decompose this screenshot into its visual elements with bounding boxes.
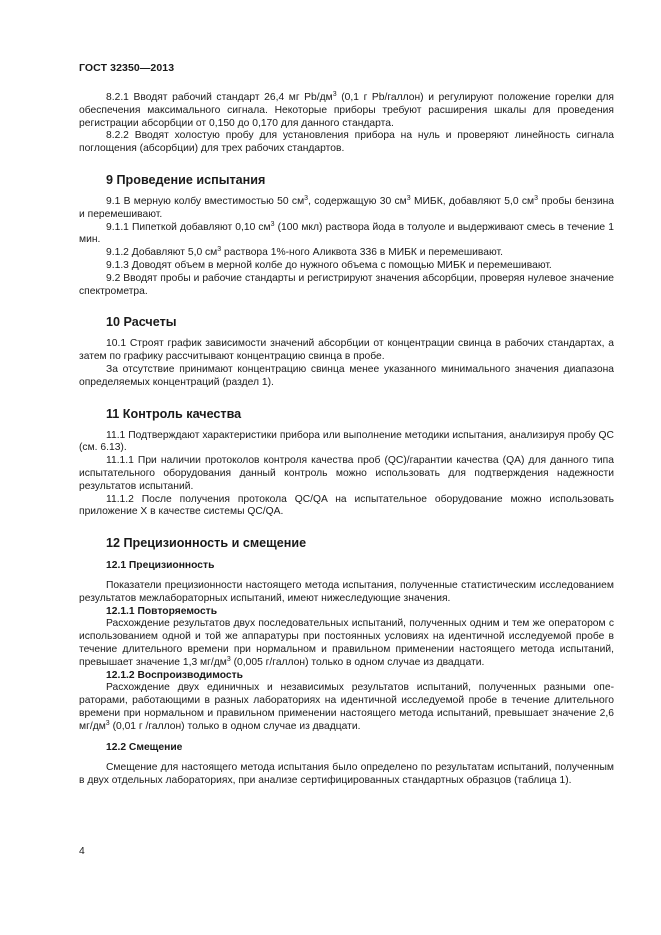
paragraph-12-2: Смещение для настоящего метода испытания было определено по результатам испытаний, полученным в двух отдельных лабораториях, при анализе сертифицированных стандартных образцов (таблица 1). <box>79 762 614 787</box>
subsection-12-1-1-title: 12.1.1 Повторяемость <box>106 605 218 617</box>
paragraph-11-1-2: 11.1.2 После получения протокола QC/QA на испытательное оборудование можно использовать приложение X в качестве системы QC/QA. <box>79 493 614 518</box>
paragraph-8-2-2: 8.2.2 Вводят холостую пробу для установления прибора на нуль и проверяют линейность сигнала поглощения (абсорбции) для трех рабочих стандартов. <box>79 130 614 155</box>
paragraph-8-2-1: 8.2.1 Вводят рабочий стандарт 26,4 мг $Pb/дм^3$ (0,1 г Pb/галлон) и регулируют положение горелки для обеспечения максимального сигнала. Некоторые приборы требуют расширения шкалы для проведения регистрации абсорбции от 0,150 до 0,170 для данного стандарта. <box>79 91 614 129</box>
section-9-title: 9 Проведение испытания <box>106 172 266 187</box>
document-body <box>79 92 614 788</box>
section-11-title: 11 Контроль качества <box>106 406 242 421</box>
subsection-12-1-title: 12.1 Прецизионность <box>106 560 215 572</box>
page-number: 4 <box>79 846 85 857</box>
paragraph-12-1: Показатели прецизионности настоящего метода испытания, полученные статистическим исследованием результатов межлабораторных испытаний, имеют нижеследующие значения. <box>79 579 614 604</box>
paragraph-11-1-1: 11.1.1 При наличии протоколов контроля качества проб (QC)/гарантии качества (QA) для данного типа испытательного оборудования данный контроль можно использовать для подтверждения надежности результатов испытаний. <box>79 455 614 492</box>
subsection-12-1-2-title: 12.1.2 Воспроизводимость <box>106 669 244 681</box>
section-12-title: 12 Прецизионность и смещение <box>106 536 307 551</box>
paragraph-9-1: 9.1 В мерную колбу вместимостью 50 $см^3$, содержащую 30 $см^3$ МИБК, добавляют 5,0 $см^3$ пробы бензина и перемешивают. <box>79 194 614 220</box>
subsection-12-2-title: 12.2 Смещение <box>106 742 183 754</box>
paragraph-12-1-2: Расхождение двух единичных и независимых результатов испытаний, полученных разными операторами, работающими в разных лабораториях на идентичной исследуемой пробе в течение длительного времени при нормальном и правильном применении настоящего метода испытаний, превышает значение 2,6 $мг/дм^3$ (0,01 г /галлон) только в одном случае из двадцати. <box>79 682 614 732</box>
document-header: ГОСТ 32350—2013 <box>79 62 175 74</box>
paragraph-9-1-1: 9.1.1 Пипеткой добавляют 0,10 $см^3$ (100 мкл) раствора йода в толуоле и выдерживают смесь в течение 1 мин. <box>79 220 614 246</box>
paragraph-9-2: 9.2 Вводят пробы и рабочие стандарты и регистрируют значения абсорбции, проверяя нулевое значение спектрометра. <box>79 272 614 297</box>
paragraph-9-1-2: 9.1.2 Добавляют 5,0 $см^3$ раствора 1%-ного Аликвота 336 в МИБК и перемешивают. <box>106 246 503 259</box>
paragraph-9-1-3: 9.1.3 Доводят объем в мерной колбе до нужного объема с помощью МИБК и перемешивают. <box>106 259 552 271</box>
paragraph-10-1: 10.1 Строят график зависимости значений абсорбции от концентрации свинца в рабочих стандартах, а затем по графику рассчитывают концентрацию свинца в пробе. <box>79 338 614 363</box>
section-10-title: 10 Расчеты <box>106 315 177 330</box>
paragraph-12-1-1: Расхождение результатов двух последовательных испытаний, полученных одним и тем же оператором с использованием одной и той же аппаратуры при постоянных условиях на идентичной исследуемой пробе в течение длительного времени при нормальном и правильном применении настоящего метода испытаний, превышает значение 1,3 $мг/дм^3$ (0,005 г/галлон) только в одном случае из двадцати. <box>79 618 614 668</box>
paragraph-11-1: 11.1 Подтверждают характеристики прибора или выполнение методики испытания, анализируя пробу QC (см. 6.13). <box>79 429 614 454</box>
paragraph-10-2: За отсутствие принимают концентрацию свинца менее указанного минимального значения диапазона определяемых концентраций (раздел 1). <box>79 363 614 388</box>
